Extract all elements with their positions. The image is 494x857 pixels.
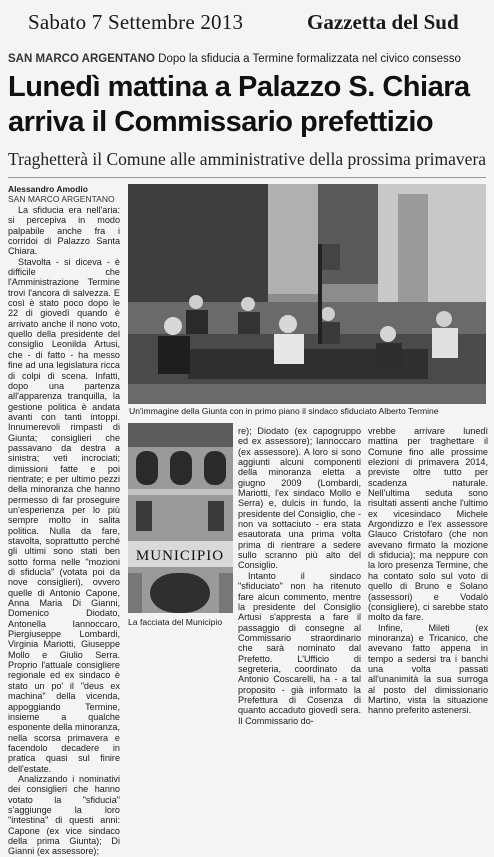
headline-line-2: arriva il Commissario prefettizio	[8, 106, 434, 138]
byline-location: SAN MARCO ARGENTANO	[8, 194, 115, 204]
article-column-3	[368, 426, 488, 716]
kicker	[8, 53, 461, 65]
newspaper-name: Gazzetta del Sud	[307, 10, 459, 34]
headline	[8, 70, 488, 140]
byline	[8, 184, 115, 204]
municipio-sign: MUNICIPIO	[135, 548, 225, 564]
divider	[8, 177, 486, 178]
paragraph: re); Diodato (ex capogruppo ed ex assessore); Iannoccaro (ex assessore). A loro si sono aggiunti alcuni componenti della minoranza eletta a giugno 2009 (Lombardi, Mariotti, l'ex sindaco Mollo e Serra) e, dulcis in fundo, la presidente del Consiglio, che - non va sottaciuto - era stata esautorata una prima volta prima di rientrare a sedere sullo scranno più alto del Consiglio.	[238, 426, 361, 571]
headline-line-1: Lunedì mattina a Palazzo S. Chiara	[8, 71, 470, 103]
council-photo	[128, 184, 486, 404]
photo-caption-2: La facciata del Municipio	[128, 617, 223, 627]
kicker-text: Dopo la sfiducia a Termine formalizzata nel civico consesso	[158, 53, 461, 65]
paragraph: Stavolta - si diceva - è difficile che l'Amministrazione Termine trovi l'ancora di salvezza. E così è stato poco dopo le 22 di giovedì quando è arrivato anche il nono voto, quello della presidente del consiglio Leonilda Artusi, che - di fatto - ha messo fine ad una legislatura ricca di colpi di scena. Infatti, dopo una partenza all'apparenza tranquilla, la gestione politica è andata avanti con tanti intoppi. Innumerevoli rimpasti di Giunta; consiglieri che passavano da destra a sinistra; veti incrociati; dimissioni fatte e poi rientrate; e per ultimo pezzi della minoranza che hanno permesso di far proseguire un'esperienza per lo più sempre molto in salita politica. Nulla da fare, stavolta, soprattutto perché gli ultimi sono stati ben sotto forma nelle "mozioni di sfiducia" (votata poi da nove consiglieri), ovvero quelle di Antonio Capone, Anna Maria Di Gianni, Domenico Diodato, Antonella Iannoccaro, Piergiuseppe Lombardi, Virginia Mariotti, Giuseppe Mollo e Giulio Serra. Proprio l'attuale consigliere regionale ed ex sindaco è stato un po' il "deus ex machina" della vicenda, appoggiando Termine, insieme a qualche esponente della minoranza, nella scorsa primavera e facendolo decadere in pratica quasi sul finire dell'estate.	[8, 256, 120, 774]
photo-caption-1: Un'immagine della Giunta con in primo piano il sindaco sfiduciato Alberto Termine	[129, 406, 439, 416]
kicker-place: SAN MARCO ARGENTANO	[8, 53, 155, 65]
subheadline: Traghetterà il Comune alle amministrative della prossima primavera	[8, 149, 487, 169]
paragraph: Intanto il sindaco "sfiduciato" non ha ritenuto fare alcun commento, mentre la presidente del Consiglio Artusi s'appresta a fare il passaggio di consegne al Commissario straordinario che sarà nominato dal Prefetto. L'Ufficio di segreteria, coordinato da Antonio Coscarelli, ha - a tal proposito - già informato la Prefettura di Cosenza di quanto accaduto giovedì sera. Il Commissario do-	[238, 570, 361, 726]
paragraph: Infine, Mileti (ex minoranza) e Tricanico, che avevano fatto appena in tempo a sedersi tra i banchi una volta passati all'unanimità la sua surroga al posto del dimissionario Martino, vista la situazione hanno preferito astenersi.	[368, 622, 488, 716]
paragraph: Analizzando i nominativi dei consiglieri che hanno votato la "sfiducia" s'aggiunge la loro "intestina" di questi anni: Capone (ex vice sindaco della prima Giunta); Di Gianni (ex assessore);	[8, 773, 120, 857]
paragraph: vrebbe arrivare lunedì mattina per traghettare il Comune fino alle prossime elezioni di primavera 2014, previste oltre tutto per scadenza naturale. Nell'ultima seduta sono risultati assenti anche l'ultimo ex vicesindaco Michele Argondizzo e l'ex assessore Glauco Cristofaro (che non avevano firmato la mozione di sfiducia); ma neppure con la loro presenza Termine, che ha contato solo sul voto di quello di Bruno e Solano (assessori) e Vodalò (consigliere), ci sarebbe stato molto da fare.	[368, 426, 488, 623]
dateline	[0, 0, 494, 44]
paragraph: La sfiducia era nell'aria: si percepiva in modo palpabile anche fra i corridoi di Palazzo Santa Chiara.	[8, 205, 120, 257]
author-name: Alessandro Amodio	[8, 184, 88, 194]
article-column-1	[8, 205, 120, 857]
publication-date: Sabato 7 Settembre 2013	[28, 10, 244, 34]
article-column-2	[238, 426, 361, 726]
town-hall-photo	[128, 423, 233, 613]
